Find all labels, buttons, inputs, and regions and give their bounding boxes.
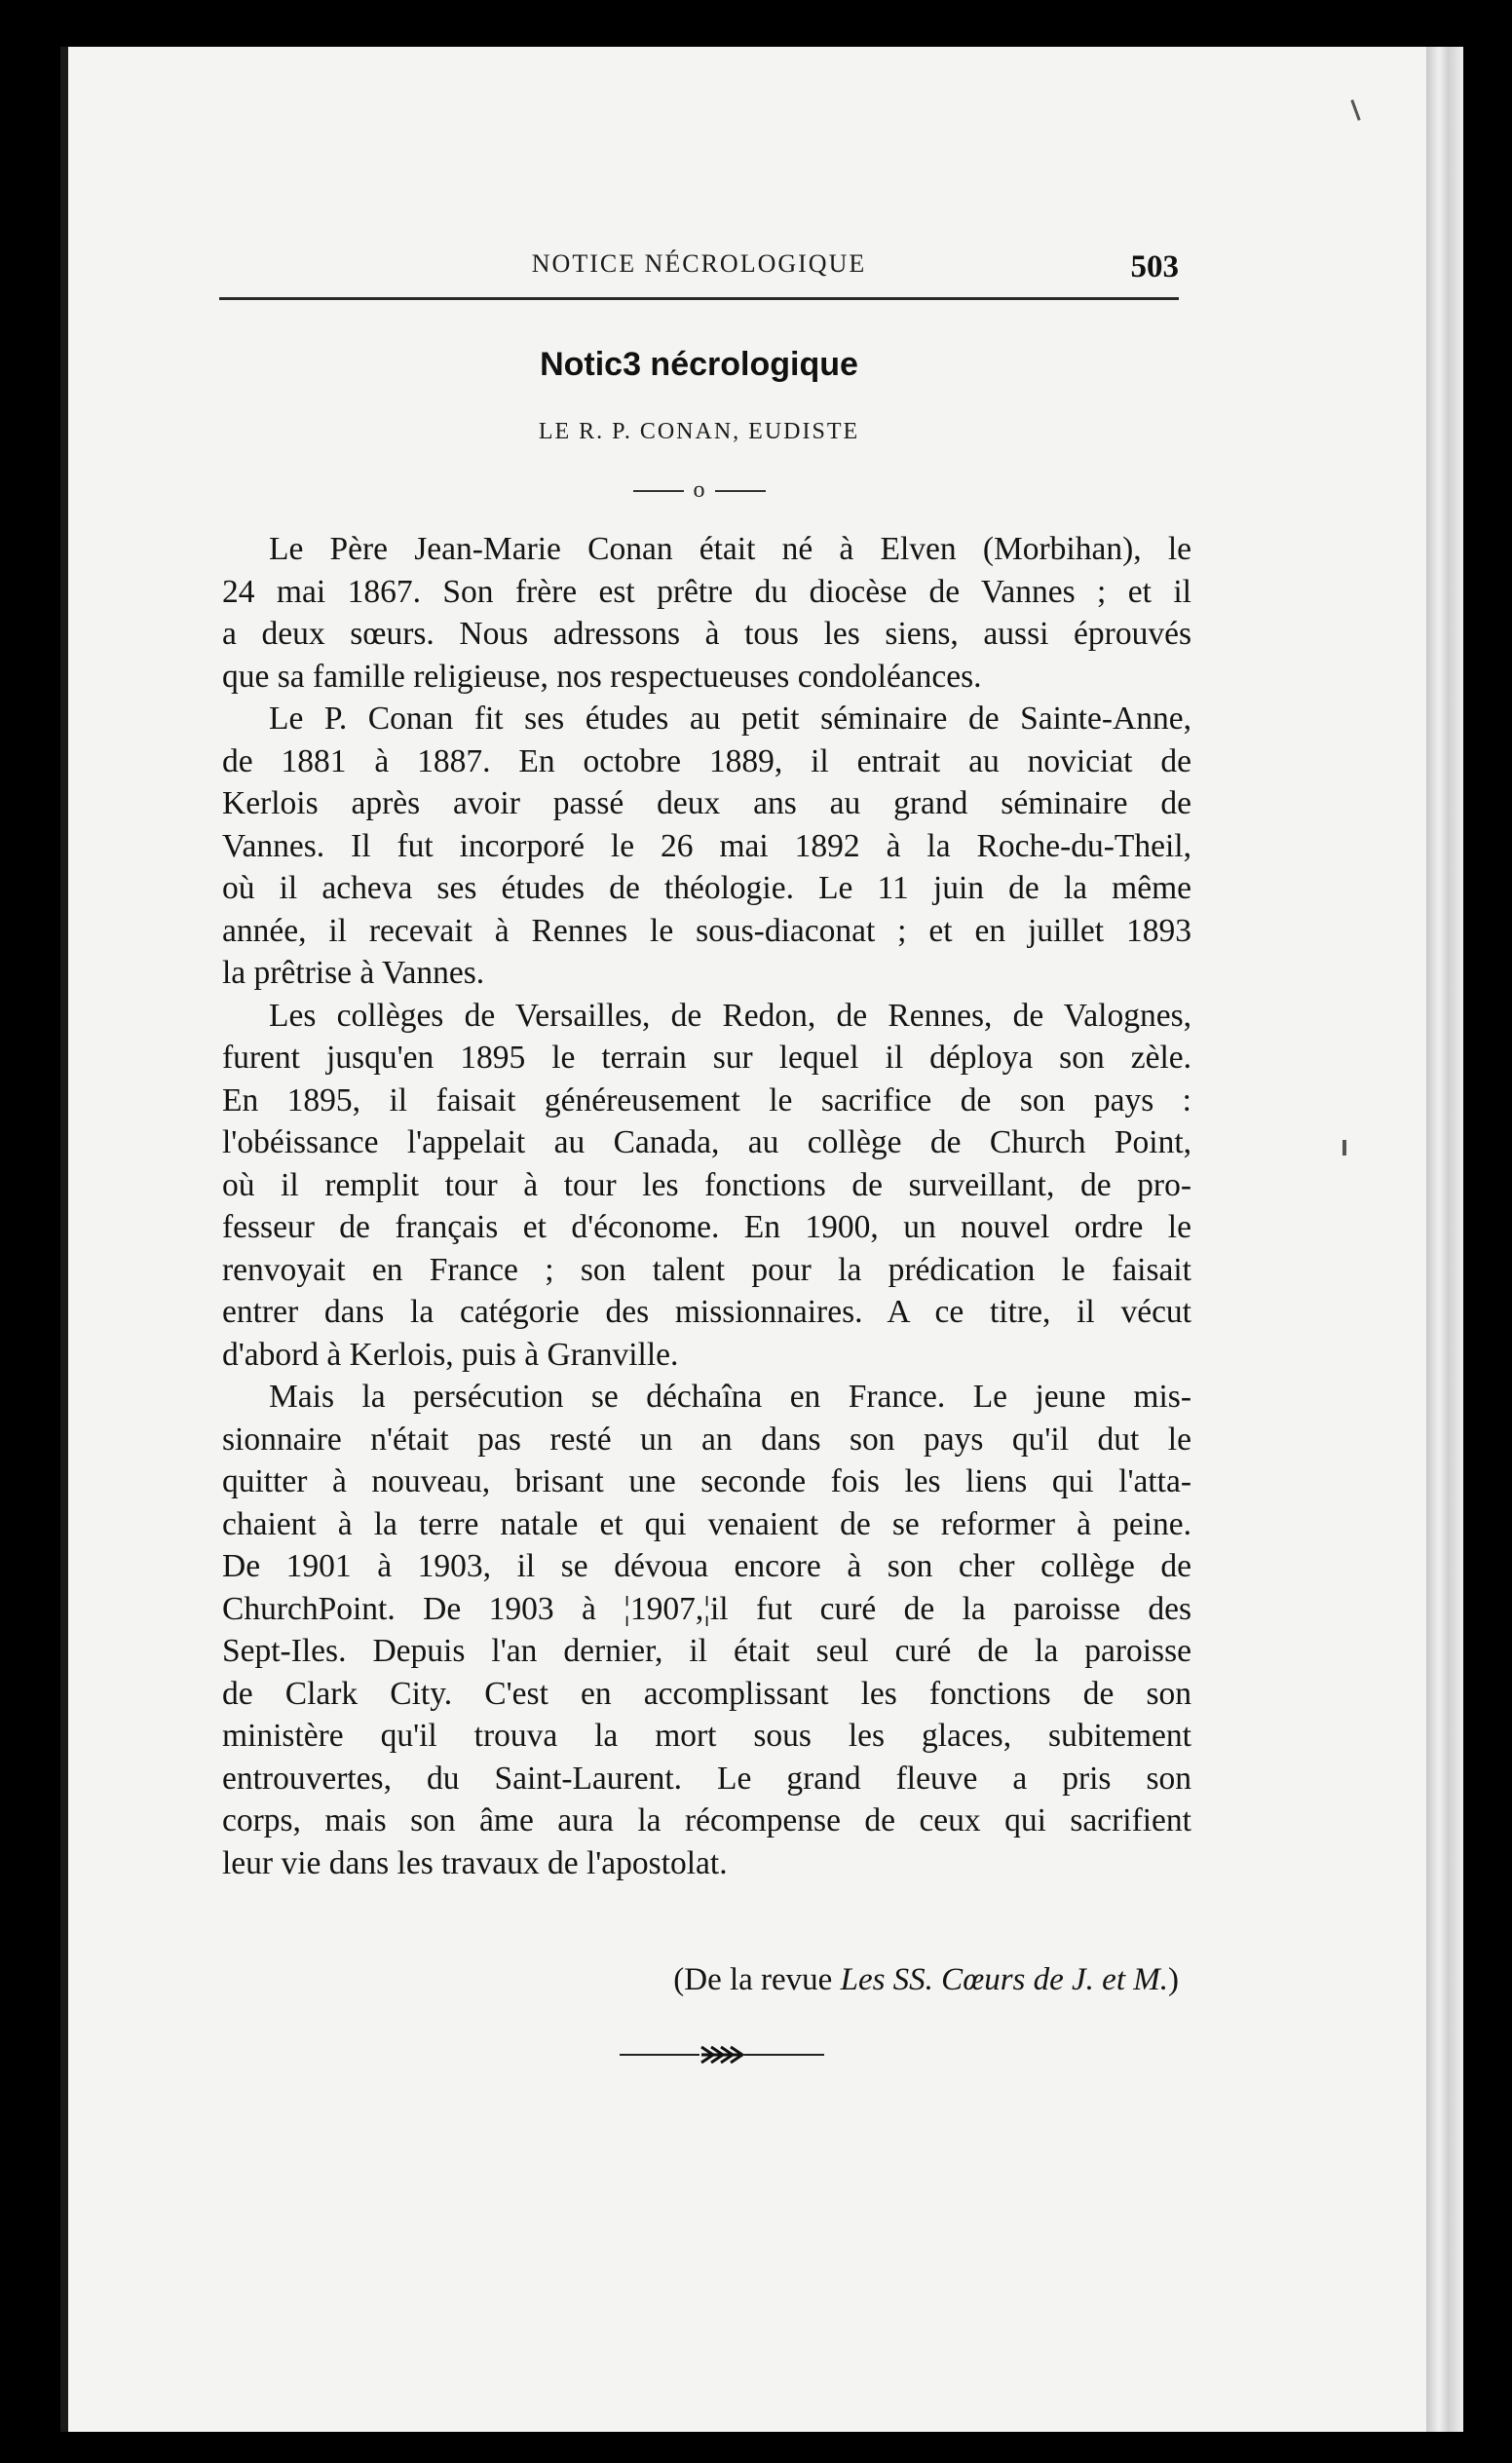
text-line: ministère qu'il trouva la mort sous les glaces, subitement [222, 1718, 1191, 1754]
article-body [222, 528, 1191, 1884]
separator-ornament [219, 477, 1179, 504]
text-line: corps, mais son âme aura la récompense de ceux qui sacrifient [222, 1802, 1191, 1838]
attribution-suffix: ) [1168, 1962, 1179, 1997]
text-line: sionnaire n'était pas resté un an dans son pays qu'il dut le [222, 1421, 1191, 1458]
end-ornament [620, 2043, 824, 2066]
text-line: de 1881 à 1887. En octobre 1889, il entrait au noviciat de [222, 742, 1191, 779]
text-line: Mais la persécution se déchaîna en France. Le jeune mis- [269, 1379, 1191, 1415]
text-line: fesseur de français et d'économe. En 1900, un nouvel ordre le [222, 1209, 1191, 1245]
header-rule [219, 297, 1179, 300]
running-title: NOTICE NÉCROLOGIQUE [531, 249, 867, 278]
running-header [219, 249, 1179, 285]
text-line: Kerlois après avoir passé deux ans au grand séminaire de [222, 785, 1191, 821]
article-subtitle: LE R. P. CONAN, EUDISTE [538, 419, 860, 444]
text-line: En 1895, il faisait généreusement le sacrifice de son pays : [222, 1081, 1191, 1118]
text-line: furent jusqu'en 1895 le terrain sur lequel il déploya son zèle. [222, 1040, 1191, 1076]
text-line: De 1901 à 1903, il se dévoua encore à son cher collège de [222, 1548, 1191, 1584]
text-line: Le P. Conan fit ses études au petit séminaire de Sainte-Anne, [269, 701, 1191, 737]
text-line: d'abord à Kerlois, puis à Granville. [222, 1336, 679, 1373]
source-attribution [219, 1962, 1179, 1998]
text-line: leur vie dans les travaux de l'apostolat. [222, 1844, 728, 1881]
text-line: Le Père Jean-Marie Conan était né à Elven (Morbihan), le [269, 531, 1191, 567]
text-line: Les collèges de Versailles, de Redon, de Rennes, de Valognes, [269, 997, 1191, 1034]
text-line: de Clark City. C'est en accomplissant les fonctions de son [222, 1675, 1191, 1712]
attribution-prefix: (De la revue [673, 1962, 841, 1997]
text-line: 24 mai 1867. Son frère est prêtre du diocèse de Vannes ; et il [222, 573, 1191, 610]
text-line: renvoyait en France ; son talent pour la prédication le faisait [222, 1251, 1191, 1288]
text-line: quitter à nouveau, brisant une seconde fois les liens qui l'atta- [222, 1463, 1191, 1499]
text-line: entrouvertes, du Saint-Laurent. Le grand fleuve a pris son [222, 1760, 1191, 1797]
text-line: Vannes. Il fut incorporé le 26 mai 1892 à la Roche-du-Theil, [222, 827, 1191, 864]
text-line: où il acheva ses études de théologie. Le 11 juin de la même [222, 870, 1191, 906]
page-left-edge [60, 47, 68, 2432]
text-line: où il remplit tour à tour les fonctions de surveillant, de pro- [222, 1166, 1191, 1203]
separator-glyph: o [693, 477, 705, 503]
text-line: chaient à la terre natale et qui venaient de se reformer à peine. [222, 1505, 1191, 1542]
article-title: Notic3 nécrologique [540, 346, 858, 383]
text-line: a deux sœurs. Nous adressons à tous les siens, aussi éprouvés [222, 616, 1191, 652]
text-line: année, il recevait à Rennes le sous-diaconat ; et en juillet 1893 [222, 912, 1191, 949]
margin-mark [1342, 1140, 1346, 1156]
text-line: la prêtrise à Vannes. [222, 955, 485, 991]
text-line: l'obéissance l'appelait au Canada, au collège de Church Point, [222, 1124, 1191, 1160]
text-line: que sa famille religieuse, nos respectueuses condoléances. [222, 658, 982, 695]
text-line: Sept-Iles. Depuis l'an dernier, il était seul curé de la paroisse [222, 1633, 1191, 1669]
page-right-edge [1426, 47, 1463, 2432]
page-number: 503 [1130, 249, 1179, 284]
text-line: entrer dans la catégorie des missionnaires. A ce titre, il vécut [222, 1294, 1191, 1330]
attribution-source: Les SS. Cœurs de J. et M. [840, 1962, 1168, 1997]
text-line: ChurchPoint. De 1903 à ¦1907,¦il fut curé de la paroisse des [222, 1590, 1191, 1627]
